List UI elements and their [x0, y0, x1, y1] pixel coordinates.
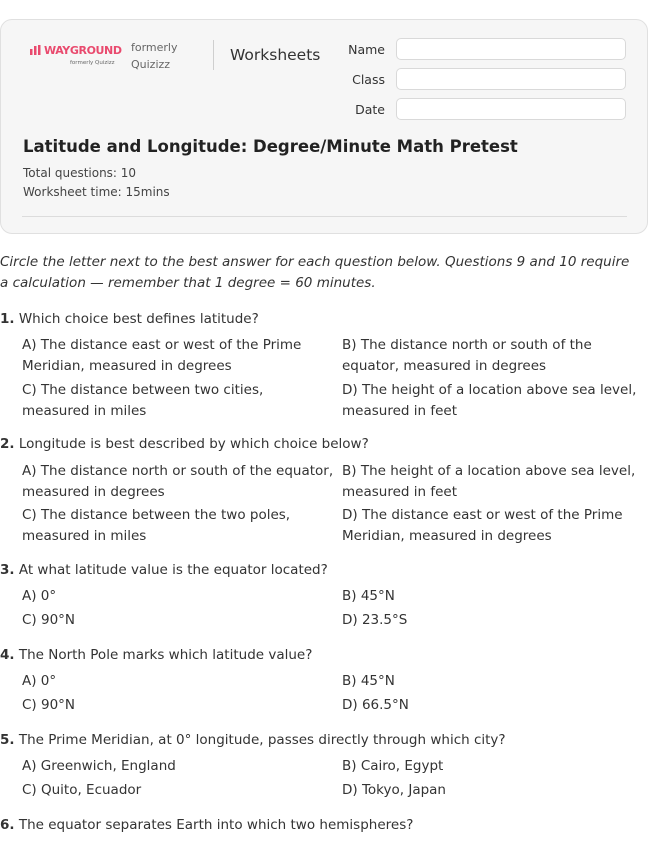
wayground-logo[interactable] — [30, 44, 122, 66]
instructions: Circle the letter next to the best answer for each question below. Questions 9 and 10 require a calculation — remember that 1 degree = 60 minutes. — [0, 254, 630, 291]
logo-wordmark — [30, 44, 122, 57]
q1-option-a[interactable]: A) The distance east or west of the Prime Meridian, measured in degrees — [22, 337, 302, 374]
q3-option-a[interactable]: A) 0° — [22, 588, 57, 604]
q1-option-b[interactable]: B) The distance north or south of the equator, measured in degrees — [342, 337, 592, 374]
name-label: Name — [348, 42, 385, 57]
logo-mark-icon — [30, 45, 44, 55]
question-number: 3. — [0, 562, 15, 578]
question-6 — [0, 817, 413, 833]
q4-option-d[interactable]: D) 66.5°N — [342, 697, 409, 713]
formerly-quizizz-text: formerly Quizizz — [131, 41, 178, 71]
question-number: 2. — [0, 436, 15, 452]
question-4 — [0, 647, 312, 663]
total-questions: Total questions: 10 — [23, 166, 137, 180]
q2-option-c[interactable]: C) The distance between the two poles, measured in miles — [22, 507, 291, 544]
question-text: At what latitude value is the equator located? — [18, 562, 328, 578]
question-text: Which choice best defines latitude? — [18, 311, 259, 327]
question-text: The North Pole marks which latitude value? — [18, 647, 313, 663]
worksheets-label: Worksheets — [230, 46, 321, 64]
question-number: 5. — [0, 732, 15, 748]
question-2 — [0, 436, 369, 452]
q3-option-c[interactable]: C) 90°N — [22, 612, 76, 628]
worksheet-time: Worksheet time: 15mins — [23, 185, 170, 199]
q2-option-a[interactable]: A) The distance north or south of the equator, measured in degrees — [22, 463, 334, 500]
question-number: 6. — [0, 817, 15, 833]
worksheet-title: Latitude and Longitude: Degree/Minute Math Pretest — [23, 137, 518, 156]
logo-subtext: formerly Quizizz — [70, 60, 115, 66]
q4-option-a[interactable]: A) 0° — [22, 673, 57, 689]
header-bottom-rule — [22, 216, 627, 217]
q4-option-b[interactable]: B) 45°N — [342, 673, 395, 689]
date-label: Date — [355, 102, 385, 117]
class-input[interactable] — [396, 68, 626, 90]
question-3 — [0, 562, 328, 578]
q3-option-b[interactable]: B) 45°N — [342, 588, 395, 604]
q5-option-b[interactable]: B) Cairo, Egypt — [342, 758, 444, 774]
q1-option-c[interactable]: C) The distance between two cities, measured in miles — [22, 382, 264, 419]
question-1 — [0, 311, 259, 327]
question-number: 1. — [0, 311, 15, 327]
question-text: The equator separates Earth into which two hemispheres? — [18, 817, 414, 833]
date-input[interactable] — [396, 98, 626, 120]
q5-option-a[interactable]: A) Greenwich, England — [22, 758, 176, 774]
question-number: 4. — [0, 647, 15, 663]
header-divider — [213, 40, 214, 70]
q2-option-d[interactable]: D) The distance east or west of the Prime Meridian, measured in degrees — [342, 507, 623, 544]
q4-option-c[interactable]: C) 90°N — [22, 697, 76, 713]
name-input[interactable] — [396, 38, 626, 60]
q5-option-d[interactable]: D) Tokyo, Japan — [342, 782, 446, 798]
q1-option-d[interactable]: D) The height of a location above sea level, measured in feet — [342, 382, 637, 419]
q2-option-b[interactable]: B) The height of a location above sea level, measured in feet — [342, 463, 636, 500]
logo-text: WAYGROUND — [44, 44, 122, 57]
question-text: The Prime Meridian, at 0° longitude, passes directly through which city? — [18, 732, 506, 748]
question-text: Longitude is best described by which choice below? — [18, 436, 369, 452]
q5-option-c[interactable]: C) Quito, Ecuador — [22, 782, 142, 798]
q3-option-d[interactable]: D) 23.5°S — [342, 612, 408, 628]
question-5 — [0, 732, 506, 748]
class-label: Class — [352, 72, 385, 87]
